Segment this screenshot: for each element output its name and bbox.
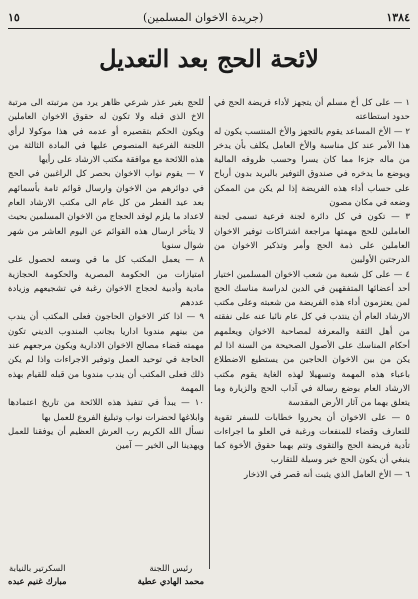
clause-left-3: ٨ — يعمل المكتب كل ما في وسعه لحصول على امتيازات من الحكومة المصرية والحكومة الحجازية مادية وأدبية لحجاج الاخوان رغبة في تشجيعهم وزيادة عددهم [8, 255, 204, 309]
page-header [8, 6, 410, 29]
article-title: لائحة الحج بعد التعديل [99, 44, 319, 73]
clause-4: ٤ — على كل شعبة من شعب الاخوان المسلمين اختيار أحد أعضائها المتفقهين في الدين لدراسة مناسك الحج لمن يعتزمون أداء هذه الفريضة من شعبته وعلى مكتب الارشاد العام أن ينتدب في كل عام نائبا عنه على نفقته من أهل الثقة والمعرفة لمصاحبة الاخوان ويعلمهم أحكام المناسك على الأصول الصحيحة من السنة اذا لم يكن من بين الاخوان الحاجين من يستطيع الاضطلاع باعباء هذه المهمة وتسهيلا لهذه الغاية يقوم مكتب الارشاد العام بوضع رسالة في آداب الحج والزيارة وما يتعلق بهما من آثار الأرض المقدسة [214, 269, 410, 409]
signature-chairman: رئيس اللجنة محمد الهادي عطية [137, 564, 204, 587]
clause-left-5: ١٠ — يبدأ في تنفيذ هذه اللائحة من تاريخ اعتمادها وابلاغها لحضرات نواب وتبليغ الفروع للعمل بها [8, 398, 204, 423]
signature-secretary: السكرتير بالنيابة مبارك غنيم عبده [8, 564, 67, 587]
column-left [8, 96, 204, 453]
clause-1: ١ — على كل أخ مسلم أن يتجهز لأداء فريضة الحج في حدود استطاعته [214, 98, 410, 123]
clause-left-2: ٧ — يقوم نواب الاخوان بحصر كل الراغبين في الحج في دوائرهم من الاخوان وارسال قوائم تامة بأسمائهم بعد عيد الفطر من كل عام الى مكتب الارشاد العام لاعداد ما يلزم لوفد الحجاج من الاخوان المسلمين بحيث لا يتأخر ارسال هذه القوائم عن اليوم العاشر من شهر شوال سنويا [8, 169, 204, 251]
newspaper-name: (جريدة الاخوان المسلمين) [142, 10, 264, 24]
signatures [8, 564, 204, 587]
page-number: ١٥ [8, 10, 20, 24]
clause-2: ٢ — الأخ المساعد يقوم بالتجهز والأخ المنتسب يكون له هذا الأمر عند كل مناسبة والأخ العامل يكلف بأن يدخر من ماله جزءا مما كان يسرا وحسب ظروفه المالية ويوضع ما يدخره في صندوق التوفير بالبريد بدون أرباح على حساب أداء هذه الفريضة إذا لم يكن من الممكن وضعه في مكان مصون [214, 126, 410, 209]
clause-6: ٦ — الأخ العامل الذي يثبت أنه قصر في الاذخار [244, 469, 410, 480]
column-right [214, 96, 410, 482]
clause-3: ٣ — تكون في كل دائرة لجنة فرعية تسمى لجنة العاملين للحج مهمتها مراجعة اشتراكات توفير الاخوان العاملين على ذمة الحج وأمر وتذكير الاخوان من الدرجتين الأوليين [214, 212, 410, 266]
column-divider [209, 96, 210, 569]
clause-left-4: ٩ — اذا كثر الاخوان الحاجون فعلى المكتب أن يندب من بينهم مندوبا اداريا بجانب المندوب الديني تكون مهمته قضاء مصالح الاخوان الادارية ويكون مرجعهم عند الحاجة في توحيد العمل وتوفير الاجراءات واذا لم يكن ذلك فعلى المكتب أن يندب مندوبا من قبله للقيام بهذه المهمة [8, 312, 204, 394]
closing-text: نسأل الله الكريم رب العرش العظيم أن يوفقنا للعمل ويهدينا الى الخير — آمين [8, 426, 204, 452]
clause-left-1: للحج بغير عذر شرعي ظاهر يرد من مرتبته الى مرتبة الاخ الذي قبله ولا تكون له حقوق الاخوان العاملين ويكون الحكم بتقصيره أو عدمه في هذا موكولا لرأي اللجنة الفرعية المنصوص عليها في المادة الثالثة من هذه اللائحة مع موافقة مكتب الارشاد على رأيها [8, 98, 204, 166]
clause-5: ٥ — على الاخوان أن يحرروا خطابات للسفر تقوية للتعارف وقضاء للمنفعات ورغبة في العلو ما اجراءات تأدية فريضة الحج والتقوى وتتم بهما حقوق الأخوة كما ينبغي أن يكون الحج خير وسيلة للتقارب [214, 412, 410, 466]
issue-year: ١٣٨٤ [386, 10, 410, 24]
